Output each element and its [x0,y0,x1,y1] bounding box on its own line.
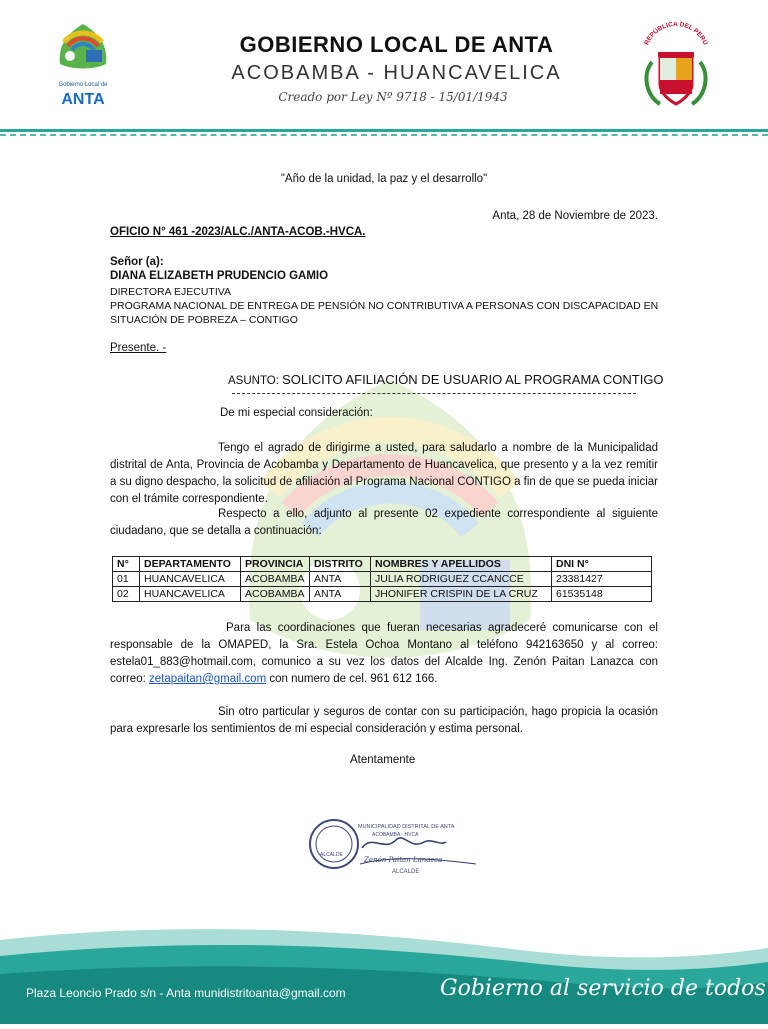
stamp-left: ALCALDE [320,852,343,858]
signer-title: ALCALDE [392,869,420,875]
seal-text: REPÚBLICA DEL PERÚ [643,22,709,47]
peru-coat-of-arms [636,22,716,114]
subject-label: ASUNTO: [228,375,279,387]
presente: Presente. - [110,342,167,354]
recipient-name: DIANA ELIZABETH PRUDENCIO GAMIO [110,270,329,282]
consideration-line: De mi especial consideración: [220,407,373,419]
paragraph-2-text: Respecto a ello, adjunto al presente 02 expediente correspondiente al siguiente ciudadano, que se detalla a continuación: [110,508,658,537]
paragraph-2 [110,506,658,540]
footer-wave [0,900,768,1024]
table-cell: ACOBAMBA [241,587,310,602]
signature-stamp [300,812,478,882]
table-row [113,587,652,602]
year-motto: "Año de la unidad, la paz y el desarrollo" [280,173,488,185]
subject-line [228,372,664,387]
signer-name: Zenón Paitan Lanazca [364,856,443,864]
paragraph-1 [110,440,658,508]
table-header-row [113,557,652,572]
closing: Atentamente [350,754,416,766]
logo-caption: Gobierno Local de [58,82,108,88]
footer-slogan: Gobierno al servicio de todos [440,976,766,1001]
table-cell: 23381427 [552,572,652,587]
recipient-program: PROGRAMA NACIONAL DE ENTREGA DE PENSIÓN NO CONTRIBUTIVA A PERSONAS CON DISCAPACIDAD EN SITUACIÓN DE POBREZA – CONTIGO [110,300,659,326]
letter-reference: OFICIO N° 461 -2023/ALC./ANTA-ACOB.-HVCA. [110,226,366,238]
col-header: DEPARTAMENTO [140,557,241,572]
svg-text:REPÚBLICA DEL PERÚ [643,22,710,46]
header-subtitle: ACOBAMBA - HUANCAVELICA [231,62,562,84]
header-divider [0,129,768,132]
stamp-sub: ACOBAMBA - HVCA [372,832,419,838]
stamp-top: MUNICIPALIDAD DISTRITAL DE ANTA [358,824,455,830]
footer-address: Plaza Leoncio Prado s/n - Anta munidistritoanta@gmail.com [26,986,346,1000]
paragraph-1-text: Tengo el agrado de dirigirme a usted, para saludarlo a nombre de la Municipalidad distrital de Anta, Provincia de Acobamba y Departamento de Huancavelica, que presento y a la vez remitir a su digno despacho, la solicitud de afiliación al Programa Nacional CONTIGO a fin de que se pueda iniciar con el trámite correspondiente. [110,442,658,505]
table-cell: JULIA RODRIGUEZ CCANCCE [371,572,552,587]
col-header: NOMBRES Y APELLIDOS [371,557,552,572]
salutation: Señor (a): [110,256,164,268]
col-header: N° [113,557,140,572]
paragraph-3-text-a: Para las coordinaciones que fueran necesarias agradeceré comunicarse con el responsable de la OMAPED, la Sra. Estela Ochoa Montano al teléfono 942163650 y al correo: estela01_883@hotmail.com, comunico a su vez los datos del Alcalde Ing. Zenón Paitan Lanazca con correo: [110,622,658,685]
mayor-email-link[interactable]: zetapaitan@gmail.com [149,673,267,685]
header-title: GOBIERNO LOCAL DE ANTA [239,32,554,57]
logo-name: ANTA [61,91,105,108]
paragraph-3-text-b: con numero de cel. 961 612 166. [266,673,438,685]
table-cell: ANTA [310,587,371,602]
table-cell: 02 [113,587,140,602]
table-cell: ACOBAMBA [241,572,310,587]
col-header: DNI N° [552,557,652,572]
table-cell: HUANCAVELICA [140,572,241,587]
paragraph-4 [110,704,658,738]
subject-divider [232,393,636,394]
table-cell: HUANCAVELICA [140,587,241,602]
paragraph-3 [110,620,658,688]
header-divider-dashed [0,134,768,136]
table-cell: ANTA [310,572,371,587]
letter-date: Anta, 28 de Noviembre de 2023. [492,210,658,222]
header-law: Creado por Ley Nº 9718 - 15/01/1943 [278,90,508,104]
subject-value: SOLICITO AFILIACIÓN DE USUARIO AL PROGRAMA CONTIGO [282,372,664,387]
recipient-role: DIRECTORA EJECUTIVA [110,286,231,298]
col-header: PROVINCIA [241,557,310,572]
table-row [113,572,652,587]
table-cell: 01 [113,572,140,587]
paragraph-4-text: Sin otro particular y seguros de contar con su participación, hago propicia la ocasión para expresarle los sentimientos de mi especial consideración y estima personal. [110,706,658,735]
col-header: DISTRITO [310,557,371,572]
table-cell: 61535148 [552,587,652,602]
beneficiaries-table [112,556,652,602]
table-cell: JHONIFER CRISPIN DE LA CRUZ [371,587,552,602]
